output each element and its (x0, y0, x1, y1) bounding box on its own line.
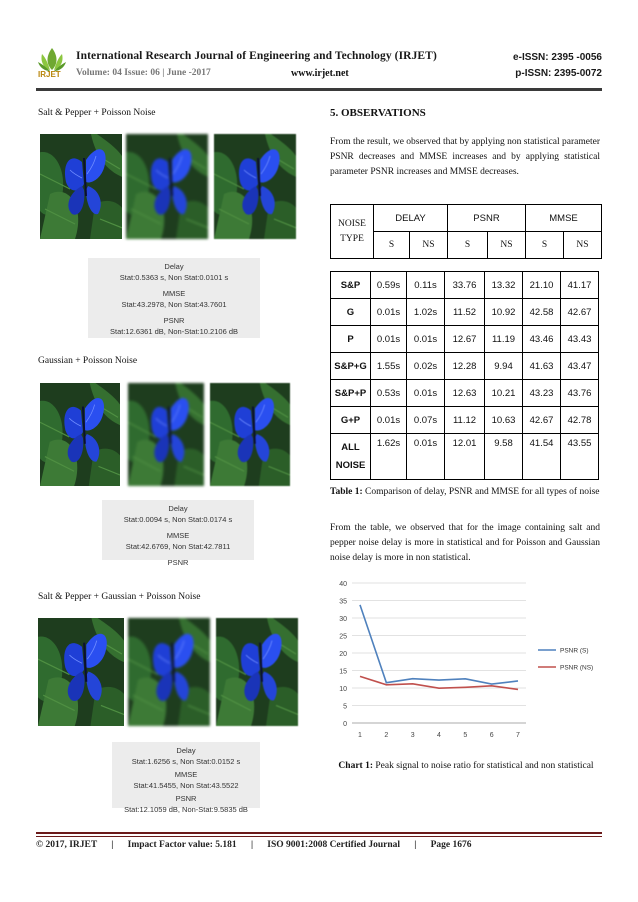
stats-box: Delay Stat:0.5363 s, Non Stat:0.0101 s MMSE Stat:43.2978, Non Stat:43.7601 PSNR Stat:12.6361 dB, Non-Stat:10.2106 dB (88, 258, 260, 338)
y-tick-label: 0 (343, 721, 347, 728)
page-footer: © 2017, IRJET | Impact Factor value: 5.181 | ISO 9001:2008 Certified Journal | Page 1676 (36, 840, 472, 850)
table-observation-paragraph: From the table, we observed that for the image containing salt and pepper noise delay is more in statistical and for Poisson and Gaussian noise delay is more in non statistical. (330, 523, 600, 564)
noise-type-header: NOISE TYPE (331, 205, 374, 259)
psnr-header: PSNR (448, 205, 526, 232)
butterfly-image (216, 618, 298, 726)
figure-caption-gaussian-poisson: Gaussian + Poisson Noise (38, 356, 138, 366)
table-row: S&P 0.59s 0.11s 33.76 13.32 21.10 41.17 (331, 272, 599, 299)
x-tick-label: 5 (463, 732, 468, 739)
footer-rule (36, 832, 602, 834)
y-tick-label: 40 (339, 581, 347, 588)
table-row: S&P+P 0.53s 0.01s 12.63 10.21 43.23 43.76 (331, 380, 599, 407)
header-rule (36, 88, 602, 91)
table-row: G+P 0.01s 0.07s 11.12 10.63 42.67 42.78 (331, 407, 599, 434)
x-tick-label: 3 (410, 732, 415, 739)
series-line (360, 605, 518, 684)
x-tick-label: 7 (516, 732, 520, 739)
butterfly-image (38, 618, 124, 726)
page-number: Page 1676 (430, 840, 472, 850)
observation-paragraph: From the result, we observed that by applying non statistical parameter PSNR decreases and MMSE increases and by applying statistical parameter PSNR increases and MMSE decreases. (330, 137, 600, 178)
iso-certification: ISO 9001:2008 Certified Journal (267, 840, 401, 850)
volume-info: Volume: 04 Issue: 06 | June -2017 (76, 68, 211, 78)
journal-title: International Research Journal of Engineering and Technology (IRJET) (76, 50, 437, 62)
series-line (360, 676, 518, 689)
mmse-header: MMSE (526, 205, 602, 232)
butterfly-image (40, 383, 120, 486)
x-tick-label: 2 (384, 732, 389, 739)
page-header (36, 42, 602, 88)
footer-rule (36, 836, 602, 837)
section-title: 5. OBSERVATIONS (330, 107, 426, 119)
y-tick-label: 10 (339, 686, 347, 693)
x-tick-label: 4 (437, 732, 441, 739)
journal-url[interactable]: www.irjet.net (291, 68, 349, 79)
table-row: G 0.01s 1.02s 11.52 10.92 42.58 42.67 (331, 299, 599, 326)
table-row: S&P+G 1.55s 0.02s 12.28 9.94 41.63 43.47 (331, 353, 599, 380)
impact-factor: Impact Factor value: 5.181 (127, 840, 237, 850)
figure-caption-sp-gaussian-poisson: Salt & Pepper + Gaussian + Poisson Noise (38, 592, 201, 602)
comparison-table (330, 271, 599, 480)
butterfly-image (214, 134, 296, 239)
chart-caption: Chart 1: Peak signal to noise ratio for statistical and non statistical (338, 761, 594, 771)
logo-text: IRJET (38, 70, 61, 79)
stats-box: Delay Stat:0.0094 s, Non Stat:0.0174 s MMSE Stat:42.6769, Non Stat:42.7811 PSNR (102, 500, 254, 560)
x-tick-label: 6 (489, 732, 494, 739)
delay-header: DELAY (374, 205, 448, 232)
psnr-line-chart (330, 575, 602, 747)
legend-label: PSNR (NS) (560, 664, 594, 672)
butterfly-image (128, 383, 204, 486)
copyright: © 2017, IRJET (36, 840, 98, 850)
y-tick-label: 15 (339, 668, 347, 676)
y-tick-label: 5 (343, 703, 347, 711)
x-tick-label: 1 (358, 732, 362, 739)
figure-caption-sp-poisson: Salt & Pepper + Poisson Noise (38, 108, 156, 118)
butterfly-image (210, 383, 290, 486)
pissn: p-ISSN: 2395-0072 (515, 68, 602, 79)
y-tick-label: 30 (339, 616, 347, 623)
stats-box: Delay Stat:1.6256 s, Non Stat:0.0152 s MMSE Stat:41.5455, Non Stat:43.5522 PSNR Stat:12.1059 dB, Non-Stat:9.5835 dB (112, 742, 260, 808)
eissn: e-ISSN: 2395 -0056 (513, 52, 602, 63)
butterfly-image (126, 134, 208, 239)
table-row: ALL NOISE 1.62s 0.01s 12.01 9.58 41.54 43.55 (331, 434, 599, 480)
table-row: P 0.01s 0.01s 12.67 11.19 43.46 43.43 (331, 326, 599, 353)
butterfly-image (128, 618, 210, 726)
y-tick-label: 35 (339, 598, 347, 606)
table-caption: Table 1: Comparison of delay, PSNR and MMSE for all types of noise (330, 487, 600, 497)
comparison-table-header: NOISE TYPE DELAY PSNR MMSE S NS S NS S NS (330, 204, 602, 259)
y-tick-label: 25 (339, 633, 347, 641)
legend-label: PSNR (S) (560, 647, 589, 655)
butterfly-image (40, 134, 122, 239)
y-tick-label: 20 (339, 651, 347, 658)
